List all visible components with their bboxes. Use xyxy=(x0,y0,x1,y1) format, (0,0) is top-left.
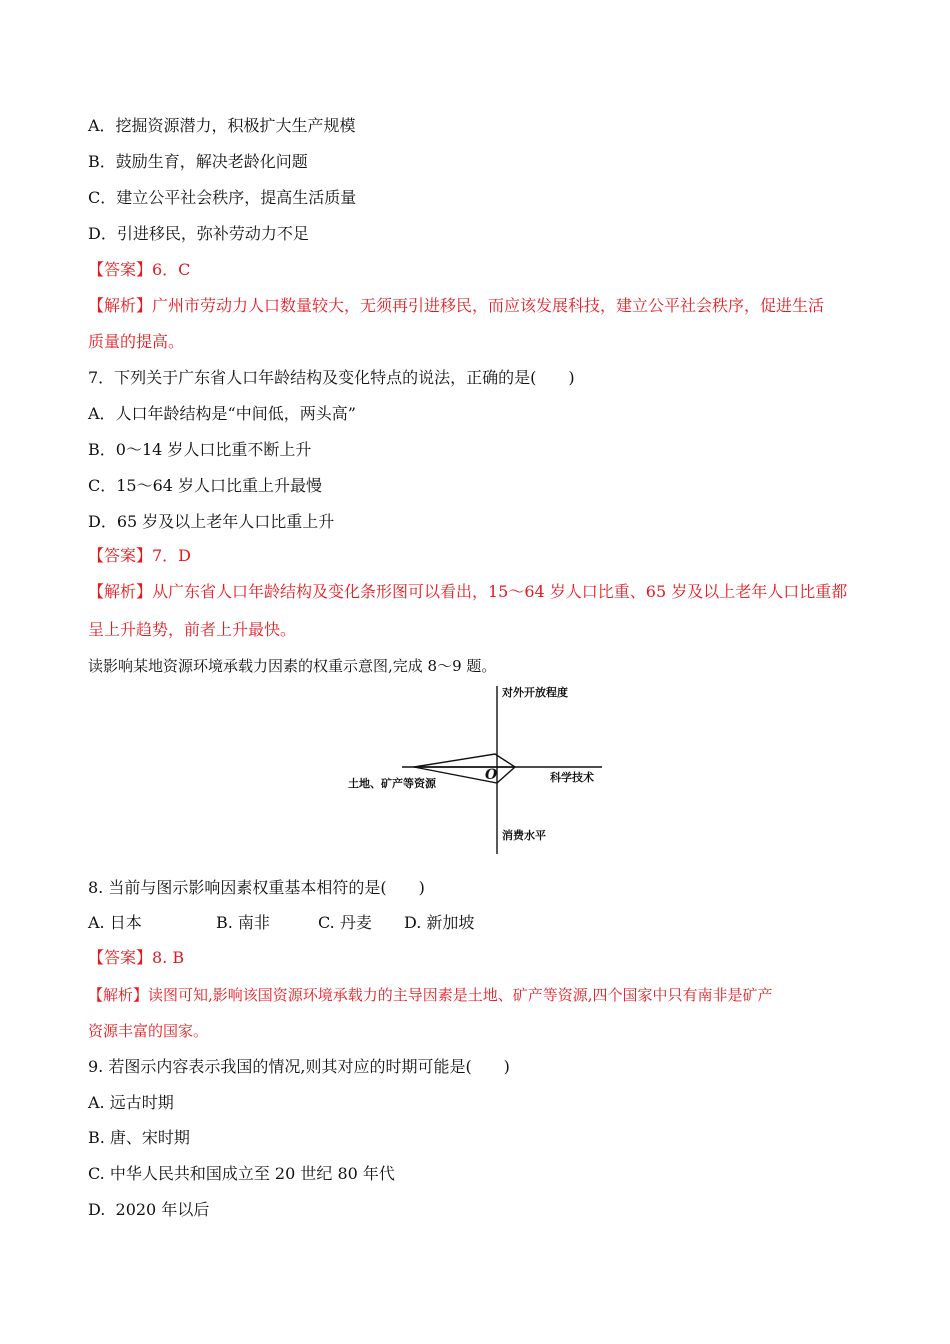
q6-option-a: A．挖掘资源潜力，积极扩大生产规模 xyxy=(88,116,356,135)
q8-option-d: D. 新加坡 xyxy=(404,913,475,932)
q9-option-d: D. 2020 年以后 xyxy=(88,1200,210,1219)
q6-option-b: B．鼓励生育，解决老龄化问题 xyxy=(88,152,308,171)
q9-option-c: C. 中华人民共和国成立至 20 世纪 80 年代 xyxy=(88,1164,395,1183)
q7-option-a: A．人口年龄结构是“中间低，两头高” xyxy=(88,404,356,423)
q7-option-c: C．15～64 岁人口比重上升最慢 xyxy=(88,476,323,495)
q8-analysis-line1: 【解析】读图可知,影响该国资源环境承载力的主导因素是土地、矿产等资源,四个国家中只有南非是矿产 xyxy=(88,986,773,1004)
q8-option-a: A. 日本 xyxy=(88,913,142,932)
q7-analysis-line1: 【解析】从广东省人口年龄结构及变化条形图可以看出，15～64 岁人口比重、65 岁及以上老年人口比重都 xyxy=(88,582,848,601)
q8-options-row xyxy=(88,912,474,934)
q7-analysis-line2: 呈上升趋势，前者上升最快。 xyxy=(88,620,297,639)
q6-analysis-line1: 【解析】广州市劳动力人口数量较大，无须再引进移民，而应该发展科技，建立公平社会秩序，促进生活 xyxy=(88,296,825,315)
q6-option-c: C．建立公平社会秩序，提高生活质量 xyxy=(88,188,357,207)
label-origin: O xyxy=(485,767,498,783)
label-bottom: 消费水平 xyxy=(502,829,546,842)
label-right: 科学技术 xyxy=(550,771,594,784)
q6-option-d: D．引进移民，弥补劳动力不足 xyxy=(88,224,309,243)
label-left: 土地、矿产等资源 xyxy=(348,777,436,790)
q8-analysis-line2: 资源丰富的国家。 xyxy=(88,1022,209,1040)
q8-option-b: B. 南非 xyxy=(216,913,270,932)
q8-answer: 【答案】8. B xyxy=(88,948,185,967)
q7-question: 7．下列关于广东省人口年龄结构及变化特点的说法，正确的是( ) xyxy=(88,368,575,387)
weight-diagram xyxy=(340,684,620,860)
diagram-intro: 读影响某地资源环境承载力因素的权重示意图,完成 8～9 题。 xyxy=(88,657,497,675)
q6-analysis-line2: 质量的提高。 xyxy=(88,332,185,351)
q7-answer: 【答案】7．D xyxy=(88,546,192,565)
q9-question: 9. 若图示内容表示我国的情况,则其对应的时期可能是( ) xyxy=(88,1057,510,1076)
q7-option-b: B．0～14 岁人口比重不断上升 xyxy=(88,440,312,459)
q8-option-c: C. 丹麦 xyxy=(318,913,372,932)
q9-option-a: A. 远古时期 xyxy=(88,1093,174,1112)
q8-question: 8. 当前与图示影响因素权重基本相符的是( ) xyxy=(88,878,425,897)
q7-option-d: D．65 岁及以上老年人口比重上升 xyxy=(88,512,335,531)
q9-option-b: B. 唐、宋时期 xyxy=(88,1128,190,1147)
q6-answer: 【答案】6．C xyxy=(88,260,191,279)
label-top: 对外开放程度 xyxy=(502,686,568,699)
